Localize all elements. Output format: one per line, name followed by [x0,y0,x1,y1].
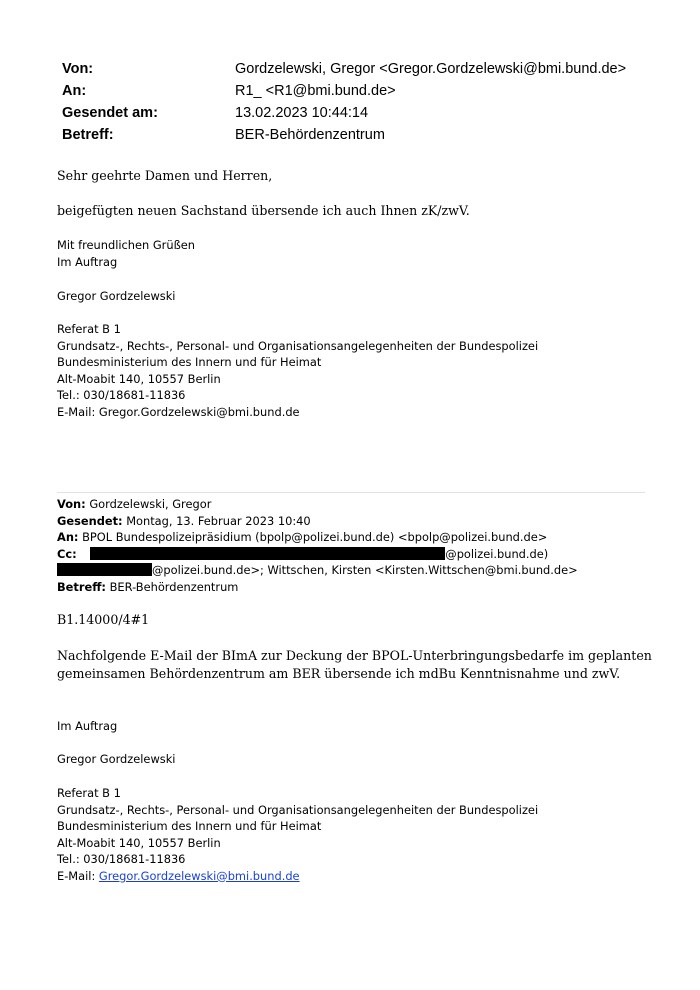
fwd-cc-label: Cc: [57,546,77,561]
header-to-row [62,80,682,102]
header-from-row [62,58,682,80]
reference-number: B1.14000/4#1 [57,612,150,627]
header-subject-value: BER-Behördenzentrum [235,127,385,143]
header-to-label: An: [62,83,87,99]
fwd-cc-row [57,546,667,563]
forwarded-header [57,496,667,595]
fwd-to-row [57,529,667,546]
sig-ministry: Bundesministerium des Innern und für Heimat [57,355,322,369]
body-paragraph [57,647,667,683]
body-text: beigefügten neuen Sachstand übersende ich auch Ihnen zK/zwV. [57,203,470,218]
sender-name-2: Gregor Gordzelewski [57,752,176,766]
fwd-sent-label: Gesendet: [57,513,123,528]
sig-dept: Grundsatz-, Rechts-, Personal- und Organisationsangelegenheiten der Bundespolizei [57,802,539,817]
header-subject-row [62,124,682,146]
greeting: Sehr geehrte Damen und Herren, [57,168,273,183]
paragraph-line-1: Nachfolgende E-Mail der BImA zur Deckung der BPOL-Unterbringungsbedarfe im geplanten [57,648,652,663]
sig-dept: Grundsatz-, Rechts-, Personal- und Organisationsangelegenheiten der Bundespolizei [57,338,539,353]
sig-email-row [57,868,667,885]
fwd-subject-value: BER-Behördenzentrum [109,579,239,594]
header-subject-label: Betreff: [62,127,114,143]
redaction-bar [90,547,445,560]
closing-regards: Mit freundlichen Grüßen [57,238,195,252]
sig-email-label: E-Mail: [57,868,99,883]
sig-unit: Referat B 1 [57,322,121,336]
fwd-sent-value: Montag, 13. Februar 2023 10:40 [126,513,311,528]
sig-phone: Tel.: 030/18681-11836 [57,388,186,402]
fwd-cc-suffix-2: @polizei.bund.de>; Wittschen, Kirsten <Kirsten.Wittschen@bmi.bund.de> [152,563,578,577]
email-header [62,58,682,146]
sig-address: Alt-Moabit 140, 10557 Berlin [57,835,221,850]
fwd-to-label: An: [57,530,79,544]
divider [57,492,645,493]
fwd-from-label: Von: [57,497,86,511]
redaction-bar [57,563,152,576]
fwd-from-value: Gordzelewski, Gregor [89,497,212,511]
header-sent-value: 13.02.2023 10:44:14 [235,105,369,121]
header-to-value: R1_ <R1@bmi.bund.de> [235,83,396,99]
header-from-label: Von: [62,61,94,77]
signature-block-1 [57,321,667,420]
fwd-cc-suffix-1: @polizei.bund.de) [445,546,549,561]
header-from-value: Gordzelewski, Gregor <Gregor.Gordzelewski@bmi.bund.de> [235,61,627,77]
closing-im-auftrag: Im Auftrag [57,254,118,269]
sig-phone: Tel.: 030/18681-11836 [57,852,186,866]
closing-block [57,237,667,270]
sender-name: Gregor Gordzelewski [57,289,176,303]
sig-unit: Referat B 1 [57,786,121,800]
fwd-cc-row-2 [57,562,667,579]
fwd-from-row [57,496,667,513]
sig-address: Alt-Moabit 140, 10557 Berlin [57,371,221,386]
fwd-sent-row [57,513,667,530]
header-sent-label: Gesendet am: [62,105,158,121]
paragraph-line-2: gemeinsamen Behördenzentrum am BER übersende ich mdBu Kenntnisnahme und zwV. [57,666,621,681]
closing-im-auftrag-2: Im Auftrag [57,719,118,733]
sig-ministry: Bundesministerium des Innern und für Heimat [57,819,322,833]
fwd-to-value: BPOL Bundespolizeipräsidium (bpolp@polizei.bund.de) <bpolp@polizei.bund.de> [82,530,548,544]
header-sent-row [62,102,682,124]
sig-email: E-Mail: Gregor.Gordzelewski@bmi.bund.de [57,404,300,419]
signature-block-2 [57,785,667,884]
fwd-subject-row [57,579,667,596]
fwd-subject-label: Betreff: [57,579,106,594]
email-link[interactable]: Gregor.Gordzelewski@bmi.bund.de [98,868,300,883]
